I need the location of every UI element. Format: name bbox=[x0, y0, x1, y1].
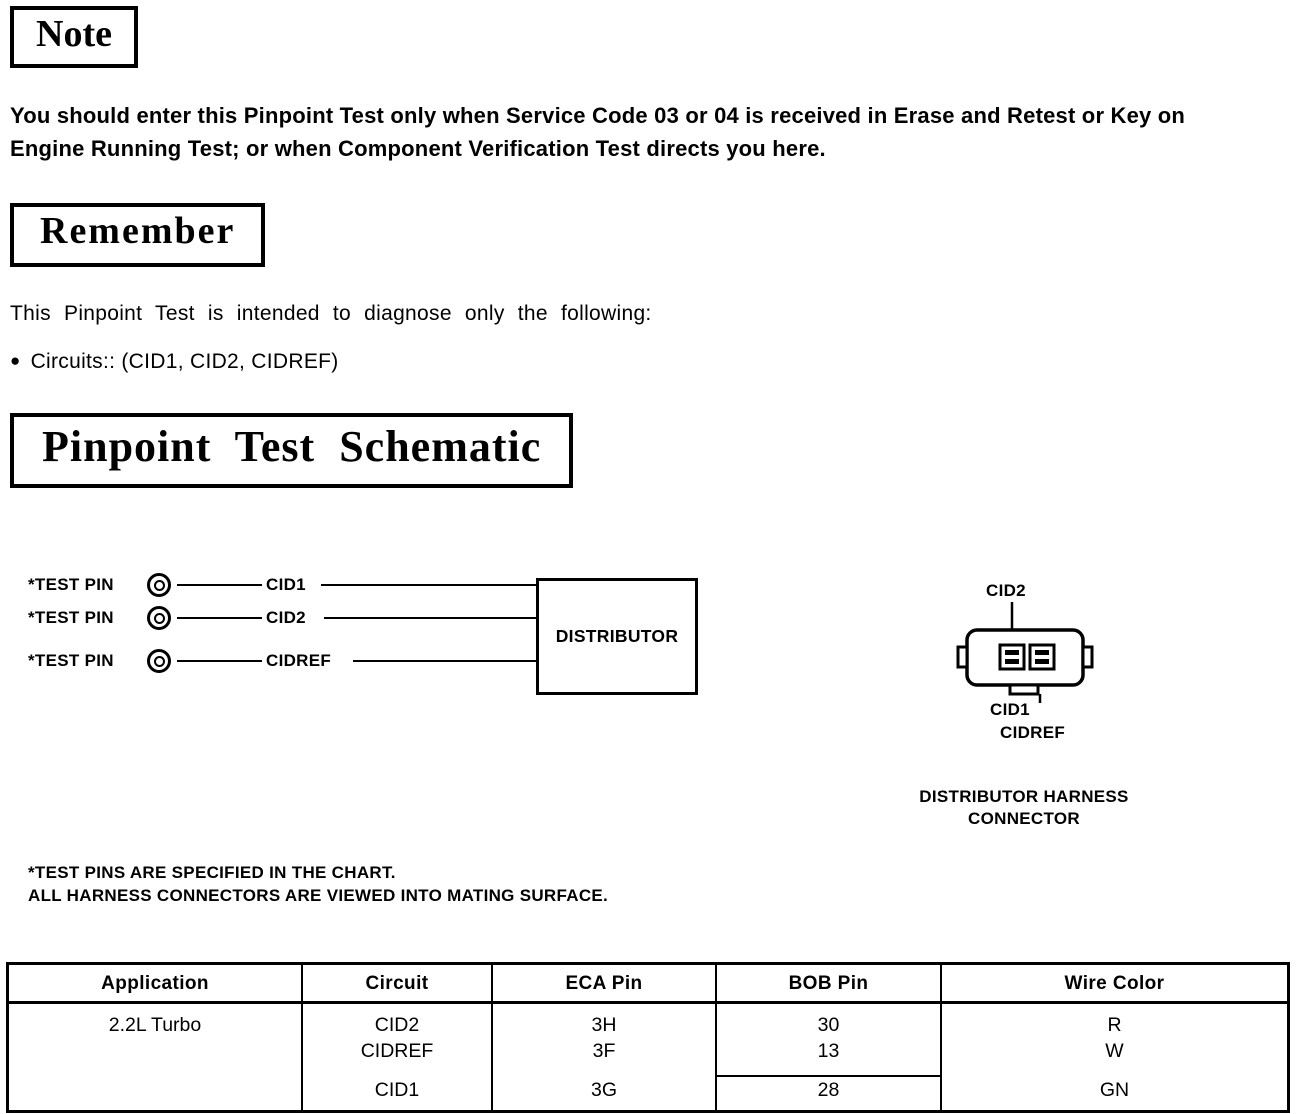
connector-caption-line2: CONNECTOR bbox=[968, 809, 1080, 828]
test-pin-icon bbox=[147, 606, 171, 630]
schematic-heading: Pinpoint Test Schematic bbox=[42, 422, 542, 471]
bullet-item bbox=[10, 350, 339, 374]
footnote-line-1: *TEST PINS ARE SPECIFIED IN THE CHART. bbox=[28, 863, 396, 882]
note-heading-box bbox=[10, 6, 138, 68]
schematic-heading-box bbox=[10, 413, 573, 488]
cell-eca-pin: 3H bbox=[591, 1014, 617, 1036]
pin-specification-table bbox=[6, 962, 1290, 1113]
note-heading: Note bbox=[36, 13, 112, 55]
test-pin-icon-inner bbox=[154, 613, 165, 624]
cell-bob-pin: 30 bbox=[817, 1014, 840, 1036]
cell-circuit: CID1 bbox=[374, 1079, 420, 1101]
distributor-label: DISTRIBUTOR bbox=[555, 626, 679, 646]
distributor-harness-connector-icon bbox=[950, 600, 1100, 704]
footnote-line-2: ALL HARNESS CONNECTORS ARE VIEWED INTO MATING SURFACE. bbox=[28, 886, 609, 905]
remember-heading: Remember bbox=[40, 210, 236, 252]
cell-wire-color: W bbox=[1105, 1040, 1124, 1062]
circuit-label-cid1: CID1 bbox=[266, 575, 306, 594]
connector-caption bbox=[878, 786, 1170, 830]
column-wire-color bbox=[942, 1004, 1287, 1110]
column-bob-pin bbox=[717, 1004, 942, 1110]
cell-circuit: CIDREF bbox=[360, 1040, 434, 1062]
cell-wire-color: GN bbox=[1099, 1079, 1130, 1101]
wire-line bbox=[321, 584, 536, 586]
table-body bbox=[9, 1004, 1287, 1110]
test-pin-icon bbox=[147, 573, 171, 597]
connector-pin-label-cid2: CID2 bbox=[986, 581, 1026, 600]
cell-eca-pin: 3F bbox=[592, 1040, 616, 1062]
connector-pin-label-cidref: CIDREF bbox=[1000, 723, 1066, 742]
remember-heading-box bbox=[10, 203, 265, 267]
cell-eca-pin: 3G bbox=[590, 1079, 617, 1101]
test-pin-icon-inner bbox=[154, 656, 165, 667]
column-header-circuit: Circuit bbox=[303, 965, 493, 1001]
wire-line bbox=[324, 617, 536, 619]
column-header-wire-color: Wire Color bbox=[1064, 973, 1165, 994]
distributor-box bbox=[536, 578, 698, 695]
cell-wire-color: R bbox=[1107, 1014, 1122, 1036]
column-header-bob-pin: BOB Pin bbox=[717, 965, 942, 1001]
bullet-text: Circuits:: (CID1, CID2, CIDREF) bbox=[30, 350, 339, 373]
circuit-label-cid2: CID2 bbox=[266, 608, 306, 627]
wire-line bbox=[177, 660, 262, 662]
table-header-row bbox=[9, 965, 1287, 1004]
test-pin-icon-inner bbox=[154, 580, 165, 591]
test-pin-label: *TEST PIN bbox=[28, 608, 114, 627]
wire-line bbox=[353, 660, 536, 662]
connector-caption-line1: DISTRIBUTOR HARNESS bbox=[919, 787, 1129, 806]
cell-bob-pin: 28 bbox=[717, 1075, 940, 1101]
circuit-label-cidref: CIDREF bbox=[266, 651, 332, 670]
column-header-eca-pin: ECA Pin bbox=[493, 965, 717, 1001]
remember-paragraph: This Pinpoint Test is intended to diagnose only the following: bbox=[10, 302, 652, 325]
wire-line bbox=[177, 584, 262, 586]
column-application bbox=[9, 1004, 303, 1110]
column-eca-pin bbox=[493, 1004, 717, 1110]
cell-circuit: CID2 bbox=[374, 1014, 420, 1036]
cell-application: 2.2L Turbo bbox=[108, 1014, 202, 1036]
bullet-icon: ● bbox=[10, 351, 21, 370]
test-pin-label: *TEST PIN bbox=[28, 575, 114, 594]
connector-pin-label-cid1: CID1 bbox=[990, 700, 1030, 719]
note-paragraph: You should enter this Pinpoint Test only when Service Code 03 or 04 is received in Erase and Retest or Key on Engine Running Test; or when Component Verification Test directs you here. bbox=[10, 103, 1186, 161]
column-header-application: Application bbox=[9, 965, 303, 1001]
test-pin-icon bbox=[147, 649, 171, 673]
wire-line bbox=[177, 617, 262, 619]
cell-bob-pin: 13 bbox=[817, 1040, 840, 1062]
test-pin-label: *TEST PIN bbox=[28, 651, 114, 670]
column-circuit bbox=[303, 1004, 493, 1110]
